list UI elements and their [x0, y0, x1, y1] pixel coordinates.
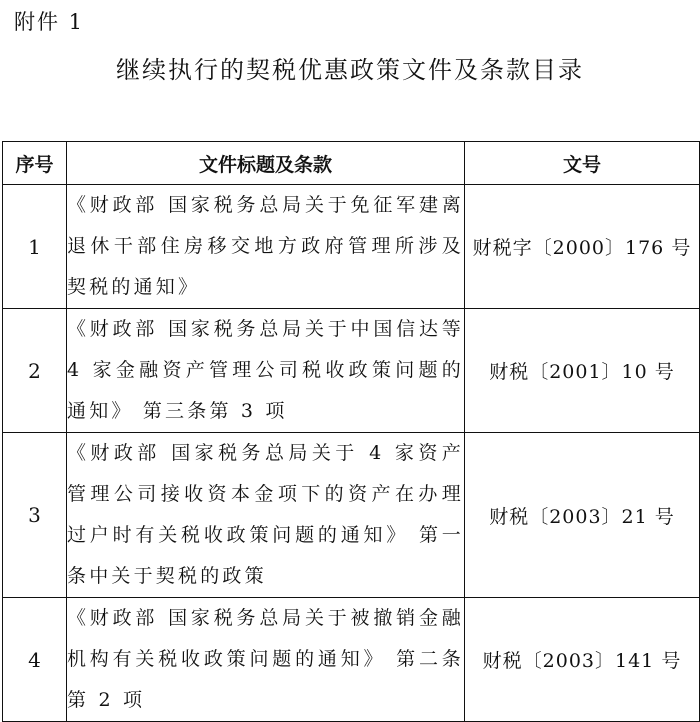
- table-header-row: [3, 142, 700, 185]
- table-row: [3, 433, 700, 598]
- row-seq: 4: [3, 598, 67, 722]
- table-row: [3, 598, 700, 722]
- header-title: 文件标题及条款: [67, 142, 465, 185]
- policy-catalog-table: [2, 141, 700, 722]
- row-title: 《财政部 国家税务总局关于 4 家资产管理公司接收资本金项下的资产在办理过户时有关税收政策问题的通知》 第一条中关于契税的政策: [67, 433, 465, 598]
- table-row: [3, 309, 700, 433]
- row-doc-no: 财税〔2003〕141 号: [465, 598, 700, 722]
- row-title: 《财政部 国家税务总局关于中国信达等 4 家金融资产管理公司税收政策问题的通知》 第三条第 3 项: [67, 309, 465, 433]
- row-doc-no: 财税〔2001〕10 号: [465, 309, 700, 433]
- row-title: 《财政部 国家税务总局关于被撤销金融机构有关税收政策问题的通知》 第二条第 2 项: [67, 598, 465, 722]
- row-title: 《财政部 国家税务总局关于免征军建离退休干部住房移交地方政府管理所涉及契税的通知》: [67, 185, 465, 309]
- header-doc-no: 文号: [465, 142, 700, 185]
- header-seq: 序号: [3, 142, 67, 185]
- table-row: [3, 185, 700, 309]
- row-doc-no: 财税字〔2000〕176 号: [465, 185, 700, 309]
- document-title: 继续执行的契税优惠政策文件及条款目录: [116, 56, 584, 84]
- attachment-label: 附件 1: [14, 10, 85, 34]
- row-doc-no: 财税〔2003〕21 号: [465, 433, 700, 598]
- row-seq: 3: [3, 433, 67, 598]
- row-seq: 2: [3, 309, 67, 433]
- row-seq: 1: [3, 185, 67, 309]
